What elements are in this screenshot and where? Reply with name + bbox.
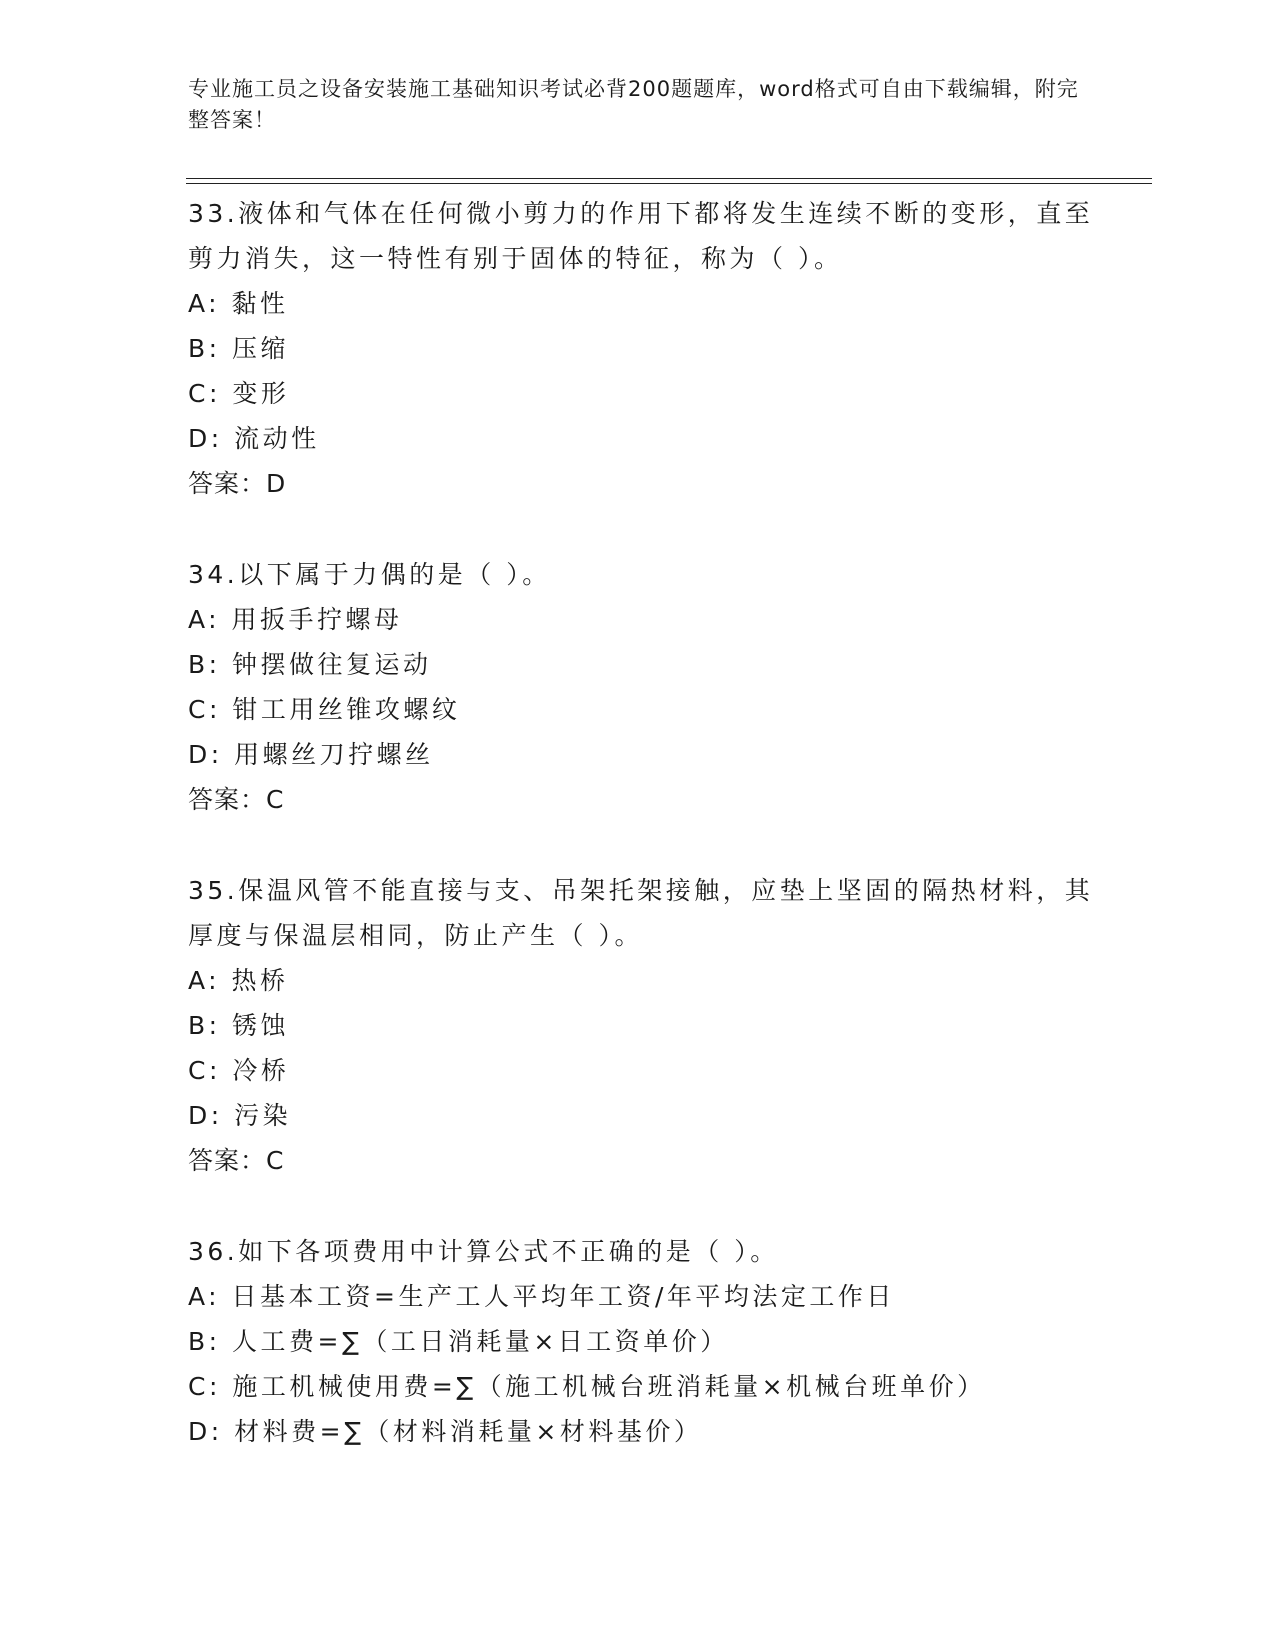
question-stem: 36.如下各项费用中计算公式不正确的是（ ）。 — [188, 1237, 779, 1266]
option-a: A: 热桥 — [188, 966, 289, 995]
document-header: 专业施工员之设备安装施工基础知识考试必背200题题库，word格式可自由下载编辑，附完整答案！ — [188, 77, 1079, 132]
option-a: A: 日基本工资=生产工人平均年工资/年平均法定工作日 — [188, 1282, 895, 1311]
question-stem: 35.保温风管不能直接与支、吊架托架接触，应垫上坚固的隔热材料，其厚度与保温层相同，防止产生（ ）。 — [188, 876, 1094, 950]
option-a: A: 用扳手拧螺母 — [188, 605, 403, 634]
option-c: C: 钳工用丝锥攻螺纹 — [188, 695, 461, 724]
question-34 — [188, 552, 1108, 822]
option-c: C: 冷桥 — [188, 1056, 290, 1085]
option-d: D: 用螺丝刀拧螺丝 — [188, 740, 434, 769]
option-b: B: 人工费=∑（工日消耗量×日工资单价） — [188, 1327, 729, 1356]
option-d: D: 流动性 — [188, 424, 320, 453]
question-33 — [188, 191, 1108, 506]
option-d: D: 材料费=∑（材料消耗量×材料基价） — [188, 1417, 703, 1446]
answer-line: 答案：C — [188, 785, 285, 814]
option-d: D: 污染 — [188, 1101, 292, 1130]
question-36 — [188, 1229, 1108, 1454]
option-b: B: 钟摆做往复运动 — [188, 650, 432, 679]
header-divider-top — [186, 178, 1152, 179]
header-divider-bottom — [186, 183, 1152, 184]
answer-line: 答案：C — [188, 1146, 285, 1175]
question-list — [188, 191, 1108, 1500]
option-b: B: 锈蚀 — [188, 1011, 290, 1040]
option-a: A: 黏性 — [188, 289, 289, 318]
question-35 — [188, 868, 1108, 1183]
option-b: B: 压缩 — [188, 334, 290, 363]
question-stem: 33.液体和气体在任何微小剪力的作用下都将发生连续不断的变形，直至剪力消失，这一特性有别于固体的特征，称为（ ）。 — [188, 199, 1094, 273]
question-stem: 34.以下属于力偶的是（ ）。 — [188, 560, 551, 589]
option-c: C: 施工机械使用费=∑（施工机械台班消耗量×机械台班单价） — [188, 1372, 986, 1401]
answer-line: 答案：D — [188, 469, 287, 498]
option-c: C: 变形 — [188, 379, 290, 408]
